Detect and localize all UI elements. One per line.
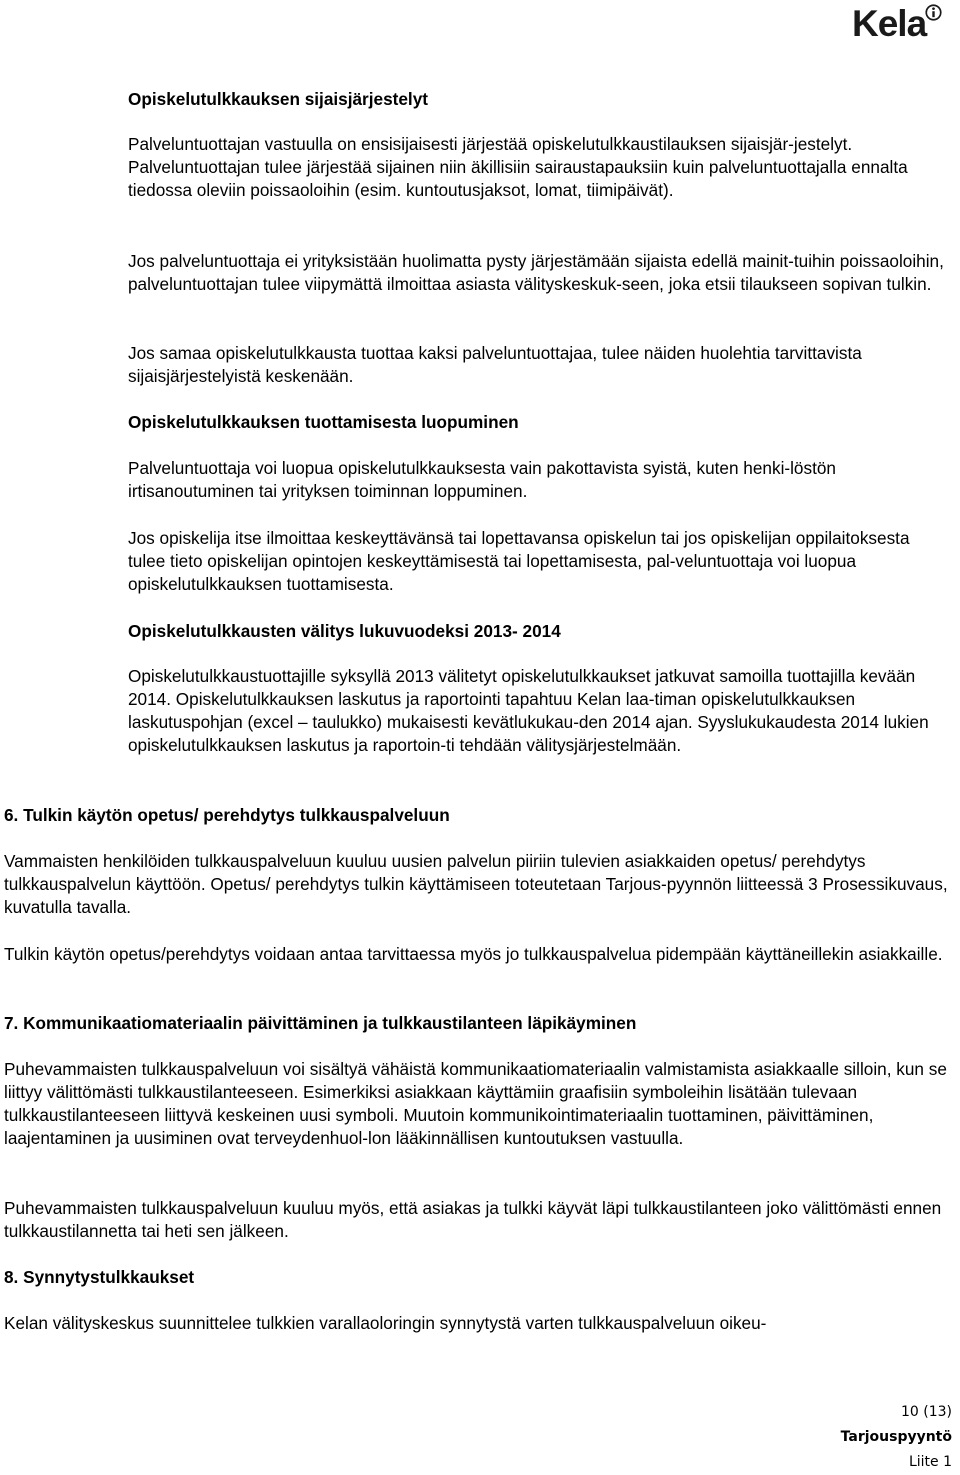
section-heading-dispatch: Opiskelutulkkausten välitys lukuvuodeksi 2013- 2014	[128, 621, 561, 641]
page-number: 10 (13)	[900, 1404, 952, 1420]
section-heading-8: 8. Synnytystulkkaukset	[4, 1267, 195, 1287]
paragraph: Puhevammaisten tulkkauspalveluun voi sisältyä vähäistä kommunikaatiomateriaalin valmistamista asiakkaalle silloin, kun se liittyy välittömästi tulkkaustilanteeseen. Esimerkiksi asiakkaan käyttämiin graafisiin symboleihin lisätään tulevaan tulkkaustilanteeseen liittyvä keskeinen uusi symboli. Muutoin kommunikointimateriaalin tuottaminen, päivittäminen, laajentaminen ja uusiminen ovat terveydenhuol-lon lääkinnällisen kuntoutuksen vastuulla.	[4, 1059, 947, 1148]
document-type: Tarjouspyyntö	[840, 1429, 952, 1445]
logo-text: Kela	[852, 3, 927, 44]
info-seal-icon	[925, 4, 942, 21]
paragraph: Jos samaa opiskelutulkkausta tuottaa kaksi palveluntuottajaa, tulee näiden huolehtia tarvittavista sijaisjärjestelyistä keskenään.	[128, 343, 862, 386]
paragraph: Vammaisten henkilöiden tulkkauspalveluun kuuluu uusien palvelun piiriin tulevien asiakkaiden opetus/ perehdytys tulkkauspalvelun käyttöön. Opetus/ perehdytys tulkin käyttämiseen toteutetaan Tarjous-pyynnön liitteessä 3 Prosessikuvaus, kuvatulla tavalla.	[4, 851, 948, 917]
paragraph: Jos palveluntuottaja ei yrityksistään huolimatta pysty järjestämään sijaista edellä mainit-tuihin poissaoloihin, palveluntuottajan tulee viipymättä ilmoittaa asiasta välityskeskuk-seen, joka etsii tilaukseen sopivan tulkin.	[128, 251, 944, 294]
paragraph: Puhevammaisten tulkkauspalveluun kuuluu myös, että asiakas ja tulkki käyvät läpi tulkkaustilanteen joko välittömästi ennen tulkkaustilannetta tai heti sen jälkeen.	[4, 1198, 942, 1241]
paragraph: Tulkin käytön opetus/perehdytys voidaan antaa tarvittaessa myös jo tulkkauspalvelua pidempään käyttäneillekin asiakkaille.	[4, 944, 943, 964]
paragraph: Palveluntuottaja voi luopua opiskelutulkkauksesta vain pakottavista syistä, kuten henki-löstön irtisanoutuminen tai yrityksen toiminnan loppuminen.	[128, 458, 836, 501]
section-heading-substitutes: Opiskelutulkkauksen sijaisjärjestelyt	[128, 89, 428, 109]
page-footer	[841, 1400, 952, 1475]
paragraph: Palveluntuottajan vastuulla on ensisijaisesti järjestää opiskelutulkkaustilauksen sijaisjär-jestelyt. Palveluntuottajan tulee järjestää sijainen niin äkillisiin sairaustapauksiin kuin palveluntuottajalla ennalta tiedossa oleviin poissaoloihin (esim. kuntoutusjaksot, lomat, tiimipäivät).	[128, 134, 908, 200]
section-heading-6: 6. Tulkin käytön opetus/ perehdytys tulkkauspalveluun	[4, 805, 450, 825]
section-heading-withdrawal: Opiskelutulkkauksen tuottamisesta luopuminen	[128, 412, 519, 432]
attachment-label: Liite 1	[908, 1454, 952, 1470]
paragraph: Opiskelutulkkaustuottajille syksyllä 2013 välitetyt opiskelutulkkaukset jatkuvat samoilla tuottajilla kevään 2014. Opiskelutulkkauksen laskutus ja raportointi tapahtuu Kelan laa-timan opiskelutulkkauksen laskutuspohjan (excel – taulukko) mukaisesti kevätlukukau-den 2014 ajan. Syyslukukaudesta 2014 lukien opiskelutulkkauksen laskutus ja raportoin-ti tehdään välitysjärjestelmään.	[128, 666, 929, 755]
paragraph: Jos opiskelija itse ilmoittaa keskeyttävänsä tai lopettavansa opiskelun tai jos opiskelijan oppilaitoksesta tulee tieto opiskelijan opintojen keskeyttämisestä tai lopettamisesta, pal-veluntuottaja voi luopua opiskelutulkkauksen tuottamisesta.	[128, 528, 910, 594]
section-heading-7: 7. Kommunikaatiomateriaalin päivittäminen ja tulkkaustilanteen läpikäyminen	[4, 1013, 637, 1033]
paragraph: Kelan välityskeskus suunnittelee tulkkien varallaoloringin synnytystä varten tulkkauspalveluun oikeu-	[4, 1313, 767, 1333]
kela-logo	[852, 2, 942, 46]
